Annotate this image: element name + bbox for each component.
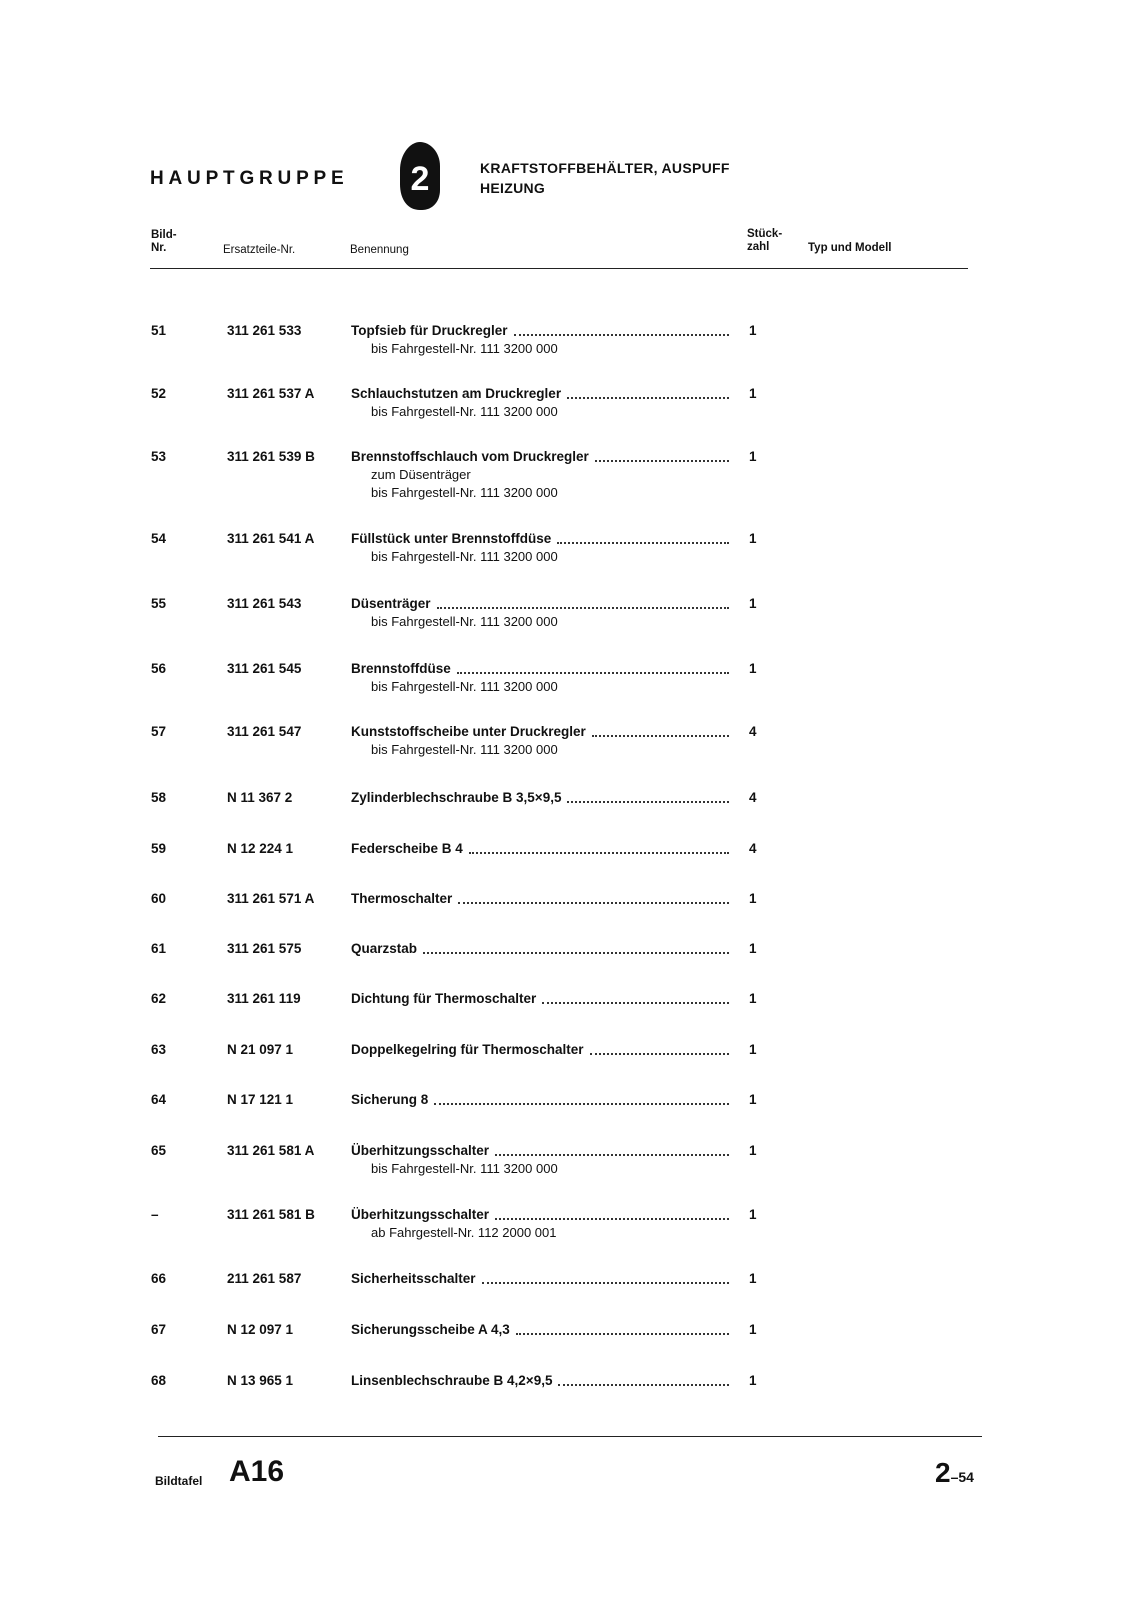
leader-dots [558,1383,729,1386]
part-description [351,385,729,421]
header-rule [150,268,968,269]
quantity: 1 [749,1207,757,1222]
column-header-model: Typ und Modell [808,242,892,254]
quantity: 1 [749,1271,757,1286]
page-number-minor: –54 [950,1469,974,1485]
part-description [351,595,729,631]
part-number: 311 261 581 A [227,1143,315,1158]
part-name: Schlauchstutzen am Druckregler [351,386,562,401]
column-header-bild-nr [151,229,177,255]
leader-dots [592,734,729,737]
part-name-line [351,1091,729,1109]
part-name-line [351,385,729,403]
part-description [351,448,729,502]
figure-number: 66 [151,1271,167,1286]
part-number: 311 261 539 B [227,449,315,464]
part-number: N 12 224 1 [227,841,294,856]
part-name-line [351,448,729,466]
column-header-quantity [747,228,782,254]
leader-dots [458,901,729,904]
part-name-line [351,660,729,678]
part-name-line [351,1041,729,1059]
quantity: 1 [749,941,757,956]
quantity: 1 [749,1143,757,1158]
figure-number: 59 [151,841,167,856]
part-name: Doppelkegelring für Thermoschalter [351,1042,584,1057]
part-note: bis Fahrgestell-Nr. 111 3200 000 [371,1161,558,1176]
group-badge-shape [396,140,444,212]
part-number: N 12 097 1 [227,1322,294,1337]
quantity: 1 [749,1322,757,1337]
part-number: N 21 097 1 [227,1042,294,1057]
part-name: Brennstoffdüse [351,661,451,676]
part-number: 311 261 537 A [227,386,315,401]
quantity: 4 [749,724,757,739]
part-name-line [351,890,729,908]
part-description [351,890,729,908]
part-description [351,1270,729,1288]
part-name: Brennstoffschlauch vom Druckregler [351,449,589,464]
figure-number: 61 [151,941,167,956]
figure-number: 60 [151,891,167,906]
part-number: N 11 367 2 [227,790,293,805]
part-number: 311 261 541 A [227,531,315,546]
figure-number: 62 [151,991,167,1006]
part-number: 311 261 119 [227,991,301,1006]
group-title-line1: KRAFTSTOFFBEHÄLTER, AUSPUFF [480,160,730,176]
part-name: Sicherungsscheibe A 4,3 [351,1322,510,1337]
column-header-qty-line1: Stück- [747,228,783,240]
part-name: Sicherung 8 [351,1092,429,1107]
part-name: Überhitzungsschalter [351,1143,490,1158]
part-name-line [351,840,729,858]
figure-number: 52 [151,386,167,401]
column-header-qty-line2: zahl [747,241,770,253]
quantity: 1 [749,386,757,401]
group-number: 2 [410,160,430,198]
figure-number: 64 [151,1092,167,1107]
part-number: 311 261 545 [227,661,302,676]
part-name: Quarzstab [351,941,418,956]
quantity: 1 [749,323,757,338]
part-description [351,530,729,566]
part-name: Düsenträger [351,596,431,611]
leader-dots [590,1052,729,1055]
part-description [351,322,729,358]
part-description [351,990,729,1008]
leader-dots [542,1001,729,1004]
part-number: 211 261 587 [227,1271,302,1286]
part-name-line [351,1321,729,1339]
part-note: bis Fahrgestell-Nr. 111 3200 000 [371,679,558,694]
part-description [351,1091,729,1109]
quantity: 1 [749,1042,757,1057]
group-title-line2: HEIZUNG [480,180,546,196]
figure-number: 51 [151,323,167,338]
part-description [351,660,729,696]
part-description [351,1206,729,1242]
figure-number: 54 [151,531,167,546]
part-name-line [351,789,729,807]
leader-dots [423,951,729,954]
column-header-bild-line2: Nr. [151,242,167,254]
part-number: 311 261 547 [227,724,302,739]
leader-dots [514,333,729,336]
part-name: Federscheibe B 4 [351,841,463,856]
part-name-line [351,322,729,340]
part-name: Kunststoffscheibe unter Druckregler [351,724,586,739]
leader-dots [516,1332,729,1335]
leader-dots [482,1281,729,1284]
part-name-line [351,1142,729,1160]
part-name: Topfsieb für Druckregler [351,323,508,338]
leader-dots [469,851,729,854]
plate-id: A16 [229,1455,285,1488]
leader-dots [557,541,729,544]
quantity: 1 [749,596,757,611]
quantity: 1 [749,891,757,906]
part-name-line [351,530,729,548]
part-name-line [351,595,729,613]
plate-label: Bildtafel [155,1474,203,1488]
part-description [351,723,729,759]
figure-number: 67 [151,1322,167,1337]
figure-number: 53 [151,449,167,464]
quantity: 1 [749,661,757,676]
quantity: 1 [749,531,757,546]
part-description [351,1321,729,1339]
group-number-badge [396,140,444,212]
part-name: Zylinderblechschraube B 3,5×9,5 [351,790,562,805]
part-name: Linsenblechschraube B 4,2×9,5 [351,1373,553,1388]
part-name: Dichtung für Thermoschalter [351,991,537,1006]
part-number: N 13 965 1 [227,1373,294,1388]
figure-number: – [151,1207,159,1222]
part-note: ab Fahrgestell-Nr. 112 2000 001 [371,1225,557,1240]
figure-number: 55 [151,596,167,611]
leader-dots [495,1217,729,1220]
part-description [351,940,729,958]
main-group-label: HAUPTGRUPPE [150,168,349,189]
figure-number: 63 [151,1042,167,1057]
part-description [351,1372,729,1390]
page-number-major: 2 [935,1457,951,1488]
leader-dots [457,671,729,674]
part-note: bis Fahrgestell-Nr. 111 3200 000 [371,742,558,757]
leader-dots [495,1153,729,1156]
group-title [480,158,730,198]
quantity: 4 [749,841,757,856]
figure-number: 68 [151,1373,167,1388]
part-description [351,1041,729,1059]
part-note: bis Fahrgestell-Nr. 111 3200 000 [371,614,558,629]
part-number: 311 261 543 [227,596,302,611]
figure-number: 57 [151,724,167,739]
footer-rule [158,1436,982,1437]
part-name: Überhitzungsschalter [351,1207,490,1222]
quantity: 4 [749,790,757,805]
leader-dots [595,459,729,462]
column-header-name: Benennung [350,244,409,256]
part-name-line [351,723,729,741]
figure-number: 56 [151,661,167,676]
part-name-line [351,1270,729,1288]
quantity: 1 [749,449,757,464]
leader-dots [567,800,729,803]
part-number: 311 261 575 [227,941,302,956]
quantity: 1 [749,991,757,1006]
figure-number: 58 [151,790,167,805]
part-name-line [351,1206,729,1224]
column-header-part-number: Ersatzteile-Nr. [223,244,296,256]
leader-dots [434,1102,729,1105]
part-number: 311 261 581 B [227,1207,315,1222]
part-name: Sicherheitsschalter [351,1271,476,1286]
part-name: Füllstück unter Brennstoffdüse [351,531,552,546]
part-number: 311 261 533 [227,323,302,338]
quantity: 1 [749,1373,757,1388]
part-note: bis Fahrgestell-Nr. 111 3200 000 [371,485,558,500]
quantity: 1 [749,1092,757,1107]
part-note: bis Fahrgestell-Nr. 111 3200 000 [371,549,558,564]
part-number: N 17 121 1 [227,1092,294,1107]
part-name-line [351,940,729,958]
part-name-line [351,990,729,1008]
part-description [351,789,729,807]
part-name: Thermoschalter [351,891,453,906]
page-number [935,1457,974,1489]
part-name-line [351,1372,729,1390]
column-header-bild-line1: Bild- [151,229,177,241]
figure-number: 65 [151,1143,167,1158]
leader-dots [437,606,729,609]
part-description [351,840,729,858]
part-number: 311 261 571 A [227,891,315,906]
part-note: bis Fahrgestell-Nr. 111 3200 000 [371,341,558,356]
part-note: bis Fahrgestell-Nr. 111 3200 000 [371,404,558,419]
part-note: zum Düsenträger [371,467,471,482]
part-description [351,1142,729,1178]
leader-dots [567,396,729,399]
